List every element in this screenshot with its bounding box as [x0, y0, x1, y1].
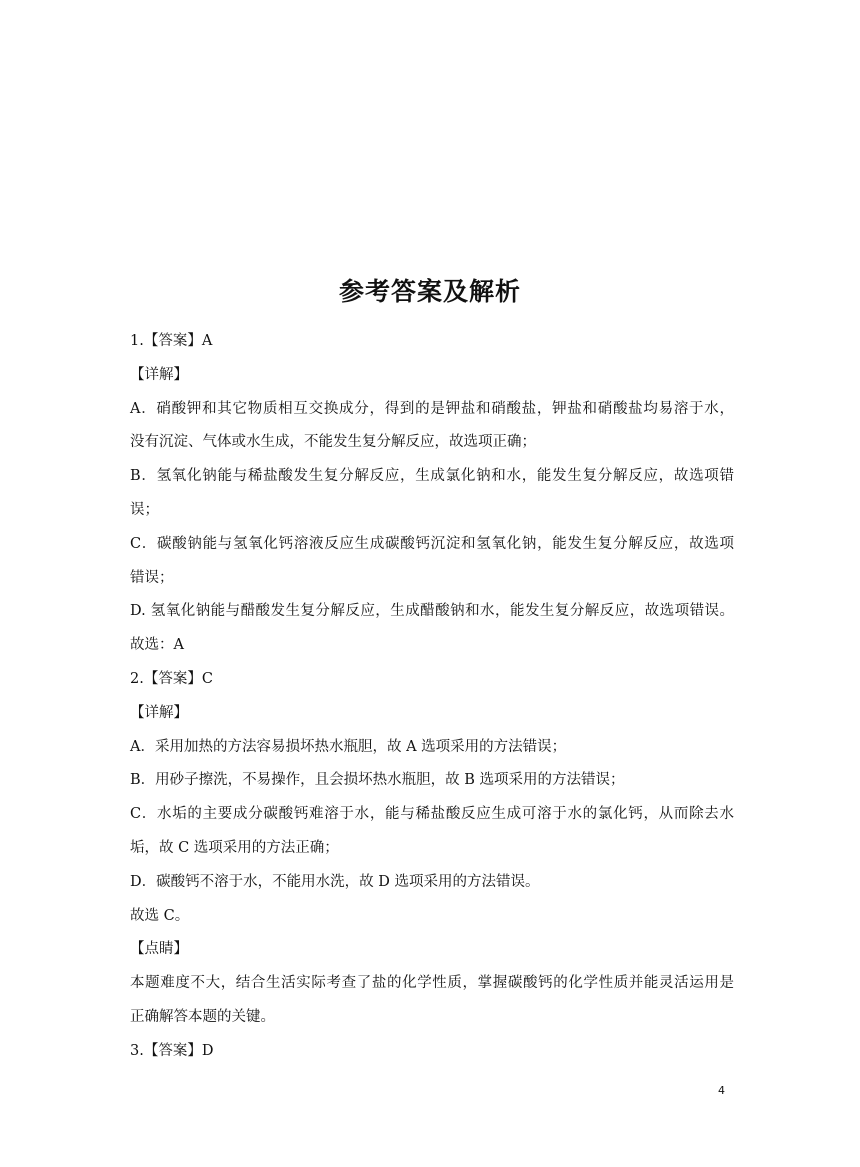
page-number: 4 — [718, 1084, 725, 1097]
text-line: 正确解答本题的关键。 — [130, 1008, 275, 1025]
document-body — [130, 325, 734, 1069]
text-line: 没有沉淀、气体或水生成，不能发生复分解反应，故选项正确； — [130, 434, 536, 451]
text-line: C．碳酸钠能与氢氧化钙溶液反应生成碳酸钙沉淀和氢氧化钠，能发生复分解反应，故选项 — [130, 535, 734, 552]
text-line: 错误； — [130, 569, 174, 586]
text-line: B．用砂子擦洗，不易操作，且会损坏热水瓶胆，故 B 选项采用的方法错误； — [130, 772, 625, 789]
text-line: A．硝酸钾和其它物质相互交换成分，得到的是钾盐和硝酸盐，钾盐和硝酸盐均易溶于水， — [130, 400, 734, 417]
text-line: 故选：A — [130, 637, 184, 654]
text-line: A．采用加热的方法容易损坏热水瓶胆，故 A 选项采用的方法错误； — [130, 738, 567, 755]
text-line: 3.【答案】D — [130, 1042, 214, 1059]
text-line: B．氢氧化钠能与稀盐酸发生复分解反应，生成氯化钠和水，能发生复分解反应，故选项错 — [130, 468, 734, 485]
text-line: 垢，故 C 选项采用的方法正确； — [130, 839, 339, 856]
text-line: 误； — [130, 501, 159, 518]
text-line: 故选 C。 — [130, 907, 190, 924]
text-line: C．水垢的主要成分碳酸钙难溶于水，能与稀盐酸反应生成可溶于水的氯化钙，从而除去水 — [130, 806, 734, 823]
text-line: 【详解】 — [130, 366, 188, 383]
text-line: D. 氢氧化钠能与醋酸发生复分解反应，生成醋酸钠和水，能发生复分解反应，故选项错误。 — [130, 603, 734, 620]
text-line: D．碳酸钙不溶于水，不能用水洗，故 D 选项采用的方法错误。 — [130, 873, 540, 890]
text-line: 【点睛】 — [130, 941, 188, 958]
page-title: 参考答案及解析 — [338, 277, 521, 306]
text-line: 【详解】 — [130, 704, 188, 721]
text-line: 本题难度不大，结合生活实际考查了盐的化学性质，掌握碳酸钙的化学性质并能灵活运用是 — [130, 975, 734, 992]
text-line: 1.【答案】A — [130, 333, 213, 349]
text-line: 2.【答案】C — [130, 670, 213, 687]
